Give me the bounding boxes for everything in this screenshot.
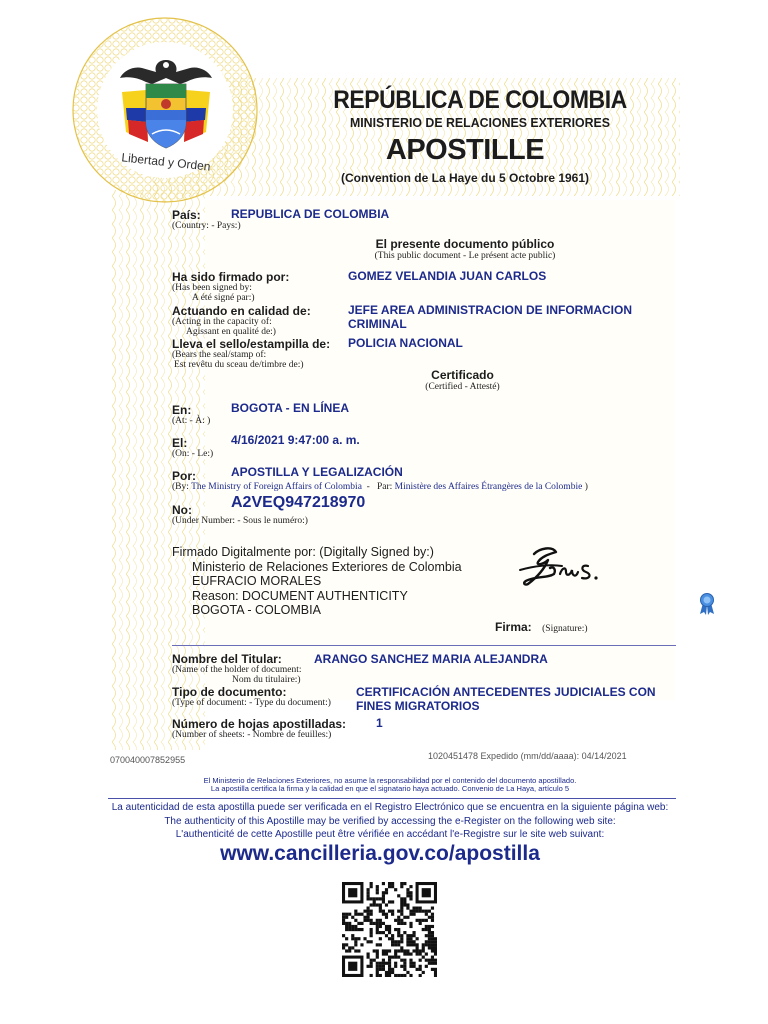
certificado-block bbox=[380, 368, 545, 392]
country-title: REPÚBLICA DE COLOMBIA bbox=[333, 86, 627, 114]
tipo-line-1: CERTIFICACIÓN ANTECEDENTES JUDICIALES CON bbox=[356, 685, 656, 699]
field-sello bbox=[172, 337, 330, 370]
digisig-line: EUFRACIO MORALES bbox=[192, 574, 322, 588]
field-value-no: A2VEQ947218970 bbox=[231, 494, 366, 511]
field-sublabel: Est revêtu du sceau de/timbre de:) bbox=[174, 359, 304, 370]
field-sublabel: (At: - À: ) bbox=[172, 416, 211, 426]
field-label: Tipo de documento: bbox=[172, 685, 287, 699]
field-value-actuando bbox=[348, 303, 632, 331]
divider bbox=[108, 798, 676, 799]
disclaimer-line: La apostilla certifica la firma y la calidad en que el signatario haya actuado. Convenio de La Haya, artículo 5 bbox=[210, 784, 570, 793]
par-ministry-text: Ministère des Affaires Étrangères de la Colombie bbox=[394, 482, 583, 492]
field-label: En: bbox=[172, 403, 192, 417]
field-sublabel: Agissant en qualité de:) bbox=[186, 326, 276, 337]
by-ministry-text: The Ministry of Foreign Affairs of Colombia bbox=[191, 482, 362, 492]
field-hojas bbox=[172, 717, 346, 741]
field-actuando bbox=[172, 304, 311, 337]
field-sublabel: (Number of sheets: - Nombre de feuilles:) bbox=[172, 730, 332, 740]
actuando-line-2: CRIMINAL bbox=[348, 317, 407, 331]
firma-sublabel: (Signature:) bbox=[542, 624, 588, 634]
firma-label: Firma: bbox=[495, 620, 532, 634]
header-block bbox=[250, 86, 710, 115]
field-sublabel: (Under Number: - Sous le numéro:) bbox=[172, 516, 308, 526]
field-value-titular: ARANGO SANCHEZ MARIA ALEJANDRA bbox=[314, 652, 548, 666]
field-sublabel: (Type of document: - Type du document:) bbox=[172, 698, 331, 708]
field-label: Actuando en calidad de: bbox=[172, 304, 311, 318]
presente-sublabel: (This public document - Le présent acte public) bbox=[374, 251, 556, 261]
field-label: Por: bbox=[172, 469, 196, 483]
field-value-firmado: GOMEZ VELANDIA JUAN CARLOS bbox=[348, 269, 547, 283]
field-value-tipo bbox=[356, 685, 656, 713]
qr-code[interactable] bbox=[342, 882, 437, 977]
digisig-line: Ministerio de Relaciones Exteriores de Colombia bbox=[192, 559, 462, 574]
field-label: País: bbox=[172, 208, 201, 222]
digital-signature-block bbox=[172, 545, 462, 618]
field-value-por: APOSTILLA Y LEGALIZACIÓN bbox=[231, 465, 403, 479]
seal-motto: Libertad y Orden bbox=[120, 150, 212, 174]
disclaimer bbox=[110, 777, 670, 793]
field-value-sello: POLICIA NACIONAL bbox=[348, 336, 463, 350]
digisig-line: Reason: DOCUMENT AUTHENTICITY bbox=[192, 588, 408, 603]
field-value-en: BOGOTA - EN LÍNEA bbox=[231, 401, 349, 415]
presente-label: El presente documento público bbox=[375, 237, 555, 251]
by-text: (By: bbox=[172, 482, 189, 492]
certificado-sublabel: (Certified - Attesté) bbox=[425, 382, 500, 392]
field-sublabel: (On: - Le:) bbox=[172, 449, 214, 459]
disclaimer-line: El Ministerio de Relaciones Exteriores, no asume la responsabilidad por el contenido del documento apostillado. bbox=[203, 776, 577, 785]
field-sublabel: (Bears the seal/stamp of: bbox=[172, 350, 267, 360]
field-label: El: bbox=[172, 436, 188, 450]
actuando-line-1: JEFE AREA ADMINISTRACION DE INFORMACION bbox=[348, 303, 633, 317]
field-label: Lleva el sello/estampilla de: bbox=[172, 337, 331, 351]
code-right: 1020451478 Expedido (mm/dd/aaaa): 04/14/2021 bbox=[428, 751, 627, 761]
field-sublabel: A été signé par:) bbox=[192, 292, 255, 303]
field-sublabel bbox=[172, 483, 588, 493]
handwritten-signature bbox=[510, 540, 630, 595]
verification-url[interactable]: www.cancilleria.gov.co/apostilla bbox=[220, 842, 540, 865]
apostille-title: APOSTILLE bbox=[385, 134, 545, 166]
digisig-line: Firmado Digitalmente por: (Digitally Signed by:) bbox=[172, 545, 434, 559]
paren-close: ) bbox=[584, 482, 588, 492]
ribbon-icon bbox=[697, 592, 717, 616]
field-label: No: bbox=[172, 503, 192, 517]
field-sublabel: (Country: - Pays:) bbox=[172, 221, 241, 231]
code-left: 070040007852955 bbox=[110, 755, 186, 765]
verify-line-es: La autenticidad de esta apostilla puede ser verificada en el Registro Electrónico que se encuentra en la siguiente página web: bbox=[111, 802, 669, 813]
par-text: - Par: bbox=[361, 482, 393, 492]
field-firmado bbox=[172, 270, 289, 303]
field-en bbox=[172, 403, 210, 427]
field-sublabel: (Has been signed by: bbox=[172, 283, 252, 293]
certificado-label: Certificado bbox=[431, 368, 494, 382]
field-label: Número de hojas apostilladas: bbox=[172, 717, 347, 731]
field-el bbox=[172, 436, 213, 460]
field-label: Ha sido firmado por: bbox=[172, 270, 290, 284]
field-value-el: 4/16/2021 9:47:00 a. m. bbox=[231, 433, 360, 447]
field-value-pais: REPUBLICA DE COLOMBIA bbox=[231, 207, 390, 221]
divider bbox=[172, 645, 676, 646]
field-sublabel: Nom du titulaire:) bbox=[232, 674, 301, 685]
field-sublabel: (Name of the holder of document: bbox=[172, 665, 302, 675]
ministry-title: MINISTERIO DE RELACIONES EXTERIORES bbox=[349, 115, 611, 130]
field-tipo bbox=[172, 685, 331, 709]
digisig-line: BOGOTA - COLOMBIA bbox=[192, 603, 321, 617]
convention-subtitle: (Convention de La Haye du 5 Octobre 1961) bbox=[340, 171, 590, 185]
verification-text bbox=[90, 801, 690, 842]
tipo-line-2: FINES MIGRATORIOS bbox=[356, 699, 480, 713]
verify-line-en: The authenticity of this Apostille may be verified by accessing the e-Register on the following web site: bbox=[164, 815, 616, 827]
firma-label-block bbox=[495, 618, 588, 636]
field-sublabel: (Acting in the capacity of: bbox=[172, 317, 272, 327]
verify-line-fr: L'authenticité de cette Apostille peut être vérifiée en accédant l'e-Registre sur le site web suivant: bbox=[175, 829, 605, 840]
field-label: Nombre del Titular: bbox=[172, 652, 282, 666]
field-titular bbox=[172, 652, 302, 685]
field-value-hojas: 1 bbox=[376, 716, 383, 730]
presente-block bbox=[250, 237, 680, 261]
